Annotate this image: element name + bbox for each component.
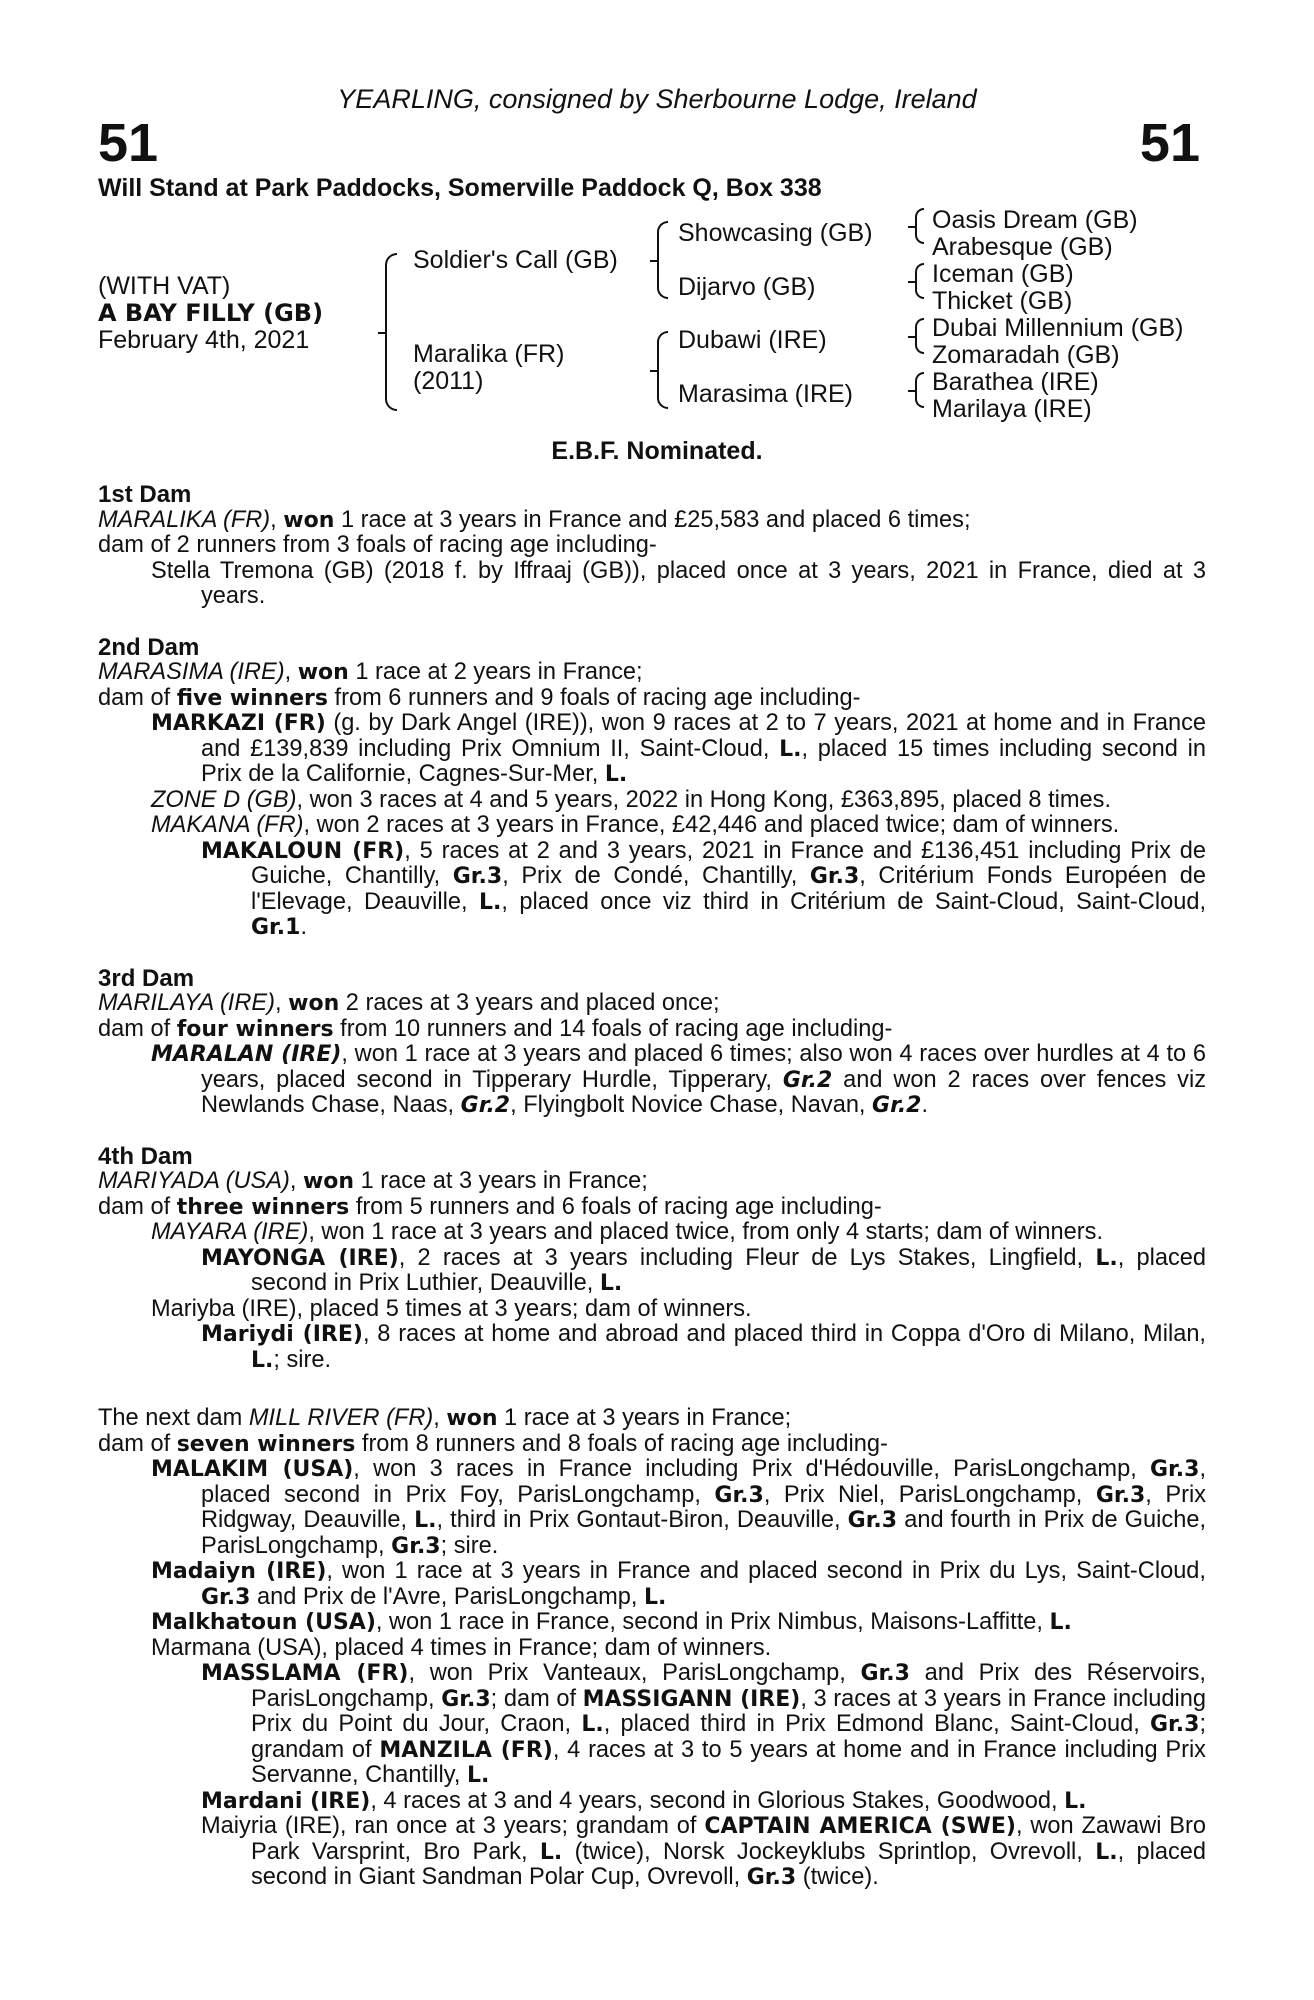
- second-dam-produce: dam of five winners from 6 runners and 9 foals of racing age including-: [98, 684, 861, 711]
- lot-number-left: 51: [98, 113, 159, 173]
- third-dam-produce: dam of four winners from 10 runners and 14 foals of racing age including-: [98, 1015, 893, 1042]
- catalogue-body: [98, 482, 1206, 1891]
- gp-iceman: Iceman (GB): [932, 260, 1074, 288]
- foaling-date: February 4th, 2021: [98, 326, 310, 354]
- horse-name: A BAY FILLY (GB): [98, 299, 324, 327]
- dam-dam: Marasima (IRE): [678, 380, 854, 408]
- brace-g2: [915, 263, 924, 299]
- consignor-line: YEARLING, consigned by Sherbourne Lodge, Ireland: [337, 84, 977, 114]
- vat-note: (WITH VAT): [98, 272, 231, 300]
- dam-sire: Dubawi (IRE): [678, 326, 827, 354]
- gp-oasis-dream: Oasis Dream (GB): [932, 206, 1138, 234]
- produce-malakim: MALAKIM (USA), won 3 races in France including Prix d'Hédouville, ParisLongchamp, Gr.3, placed second in Prix Foy, ParisLongchamp, Gr.3, Prix Niel, ParisLongchamp, Gr.3, Prix Ridgway, Deauville, L., third in Prix Gontaut-Biron, Deauville, Gr.3 and fourth in Prix de Guiche, ParisLongchamp, Gr.3; sire.: [151, 1456, 1206, 1559]
- gp-barathea: Barathea (IRE): [932, 368, 1099, 396]
- produce-malkhatoun: Malkhatoun (USA), won 1 race in France, second in Prix Nimbus, Maisons-Laffitte, L.: [151, 1609, 1072, 1635]
- fourth-dam-produce: dam of three winners from 5 runners and 6 foals of racing age including-: [98, 1193, 882, 1220]
- gp-zomaradah: Zomaradah (GB): [932, 341, 1120, 369]
- sire-dam: Dijarvo (GB): [678, 273, 816, 301]
- produce-mardani: Mardani (IRE), 4 races at 3 and 4 years, second in Glorious Stakes, Goodwood, L.: [201, 1787, 1087, 1814]
- next-dam-summary: The next dam MILL RIVER (FR), won 1 race at 3 years in France;: [98, 1405, 792, 1431]
- produce-stella-tremona: Stella Tremona (GB) (2018 f. by Iffraaj (GB)), placed once at 3 years, 2021 in France, died at 3 years.: [151, 557, 1206, 609]
- produce-masslama: MASSLAMA (FR), won Prix Vanteaux, ParisLongchamp, Gr.3 and Prix des Réservoirs, ParisLongchamp, Gr.3; dam of MASSIGANN (IRE), 3 races at 3 years in France including Prix du Point du Jour, Craon, L., placed third in Prix Edmond Blanc, Saint-Cloud, Gr.3; grandam of MANZILA (FR), 4 races at 3 to 5 years at home and in France including Prix Servanne, Chantilly, L.: [201, 1660, 1207, 1788]
- produce-mayonga: MAYONGA (IRE), 2 races at 3 years including Fleur de Lys Stakes, Lingfield, L., placed second in Prix Luthier, Deauville, L.: [201, 1244, 1206, 1296]
- produce-marmana: Marmana (USA), placed 4 times in France; dam of winners.: [151, 1634, 772, 1661]
- first-dam-produce: dam of 2 runners from 3 foals of racing age including-: [98, 532, 657, 558]
- produce-mayara: MAYARA (IRE), won 1 race at 3 years and placed twice, from only 4 starts; dam of winners.: [151, 1219, 1104, 1245]
- fourth-dam-heading: 4th Dam: [98, 1142, 193, 1170]
- produce-madaiyn: Madaiyn (IRE), won 1 race at 3 years in France and placed second in Prix du Lys, Saint-Cloud, Gr.3 and Prix de l'Avre, ParisLongchamp, L.: [151, 1558, 1206, 1610]
- second-dam-heading: 2nd Dam: [98, 633, 200, 661]
- dam-year: (2011): [413, 367, 484, 395]
- gp-thicket: Thicket (GB): [932, 287, 1073, 315]
- next-dam-produce: dam of seven winners from 8 runners and 8 foals of racing age including-: [98, 1430, 888, 1457]
- fourth-dam-summary: MARIYADA (USA), won 1 race at 3 years in France;: [98, 1168, 648, 1194]
- produce-makaloun: MAKALOUN (FR), 5 races at 2 and 3 years, 2021 in France and £136,451 including Prix de Guiche, Chantilly, Gr.3, Prix de Condé, Chantilly, Gr.3, Critérium Fonds Européen de l'Elevage, Deauville, L., placed once viz third in Critérium de Saint-Cloud, Saint-Cloud, Gr.1.: [201, 837, 1206, 940]
- brace-dam-parents: [657, 331, 668, 409]
- dam: Maralika (FR): [413, 340, 565, 368]
- ebf-nominated: E.B.F. Nominated.: [551, 437, 763, 465]
- second-dam-summary: MARASIMA (IRE), won 1 race at 2 years in France;: [98, 659, 643, 685]
- produce-zone-d: ZONE D (GB), won 3 races at 4 and 5 years, 2022 in Hong Kong, £363,895, placed 8 times.: [151, 786, 1112, 813]
- brace-sire-parents: [657, 221, 668, 299]
- first-dam-summary: MARALIKA (FR), won 1 race at 3 years in France and £25,583 and placed 6 times;: [98, 506, 971, 533]
- stand-location: Will Stand at Park Paddocks, Somerville Paddock Q, Box 338: [98, 174, 822, 202]
- third-dam-summary: MARILAYA (IRE), won 2 races at 3 years and placed once;: [98, 990, 720, 1016]
- brace-g3: [915, 318, 924, 354]
- produce-mariydi: Mariydi (IRE), 8 races at home and abroad and placed third in Coppa d'Oro di Milano, Milan, L.; sire.: [201, 1321, 1206, 1373]
- gp-arabesque: Arabesque (GB): [932, 233, 1113, 261]
- brace-g4: [915, 372, 924, 408]
- third-dam-heading: 3rd Dam: [98, 964, 195, 992]
- gp-dubai-millennium: Dubai Millennium (GB): [932, 314, 1184, 342]
- produce-maralan: MARALAN (IRE), won 1 race at 3 years and placed 6 times; also won 4 races over hurdles at 4 to 6 years, placed second in Tipperary Hurdle, Tipperary, Gr.2 and won 2 races over fences viz Newlands Chase, Naas, Gr.2, Flyingbolt Novice Chase, Navan, Gr.2.: [151, 1041, 1206, 1118]
- sire-sire: Showcasing (GB): [678, 219, 873, 247]
- lot-number-right: 51: [1139, 113, 1200, 173]
- first-dam-heading: 1st Dam: [98, 481, 192, 508]
- sire: Soldier's Call (GB): [413, 246, 618, 274]
- produce-mariyba: Mariyba (IRE), placed 5 times at 3 years; dam of winners.: [151, 1295, 752, 1322]
- produce-markazi: MARKAZI (FR) (g. by Dark Angel (IRE)), won 9 races at 2 to 7 years, 2021 at home and in France and £139,839 including Prix Omnium II, Saint-Cloud, L., placed 15 times including second in Prix de la Californie, Cagnes-Sur-Mer, L.: [151, 710, 1206, 787]
- produce-maiyria: Maiyria (IRE), ran once at 3 years; grandam of CAPTAIN AMERICA (SWE), won Zawawi Bro Park Varsprint, Bro Park, L. (twice), Norsk Jockeyklubs Sprintlop, Ovrevoll, L., placed second in Giant Sandman Polar Cup, Ovrevoll, Gr.3 (twice).: [201, 1813, 1207, 1890]
- brace-g1: [915, 208, 924, 244]
- produce-makana: MAKANA (FR), won 2 races at 3 years in France, £42,446 and placed twice; dam of winners.: [151, 812, 1120, 838]
- brace-sire-dam: [385, 253, 397, 411]
- gp-marilaya: Marilaya (IRE): [932, 395, 1092, 423]
